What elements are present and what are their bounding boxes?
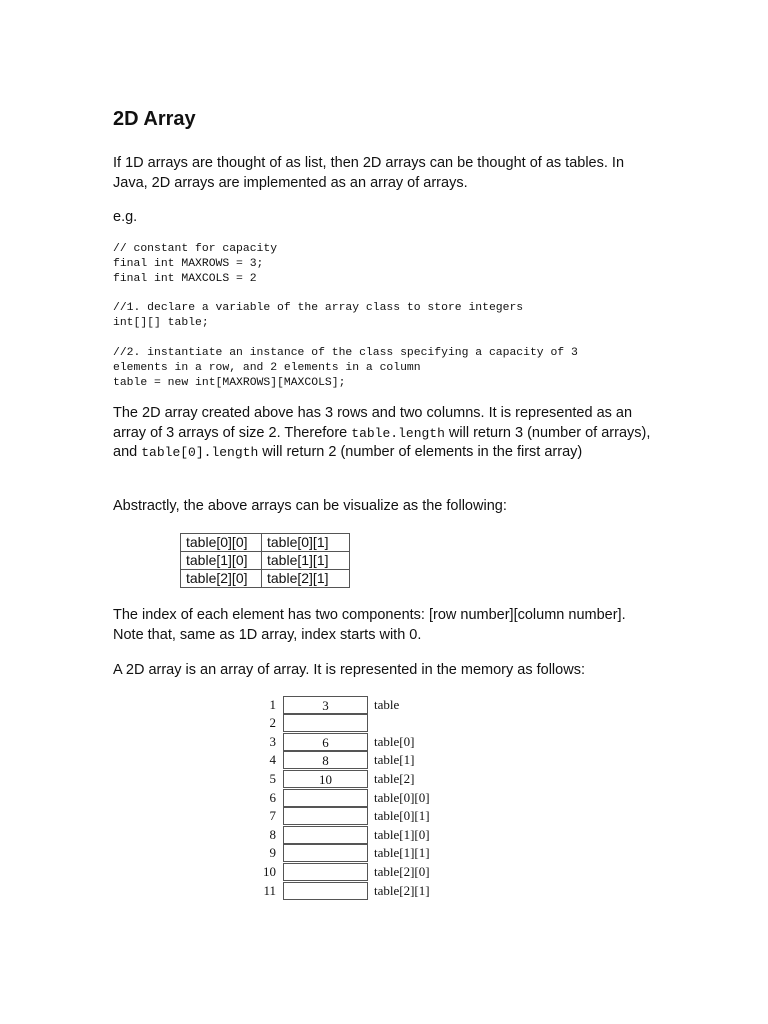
memory-address: 5 xyxy=(269,771,276,786)
table-cell: table[0][1] xyxy=(262,534,350,552)
memory-cell xyxy=(283,826,368,844)
memory-label: table[2] xyxy=(374,771,415,786)
table-row xyxy=(181,570,350,588)
memory-address: 10 xyxy=(263,864,276,879)
memory-address: 8 xyxy=(269,827,276,842)
table-cell: table[0][0] xyxy=(181,534,262,552)
memory-label: table[1] xyxy=(374,752,415,767)
explanation-text-2: will return 3 (number of arrays), and xyxy=(113,424,651,460)
table-cell: table[2][0] xyxy=(181,570,262,588)
memory-intro: A 2D array is an array of array. It is represented in the memory as follows: xyxy=(113,662,585,678)
memory-cell xyxy=(283,844,368,862)
memory-label: table[0][1] xyxy=(374,808,430,823)
memory-address: 6 xyxy=(269,790,276,805)
memory-cell: 6 xyxy=(283,733,368,751)
memory-label: table[0][0] xyxy=(374,790,430,805)
memory-cell: 3 xyxy=(283,696,368,714)
memory-label: table[1][0] xyxy=(374,827,430,842)
memory-label: table[2][0] xyxy=(374,864,430,879)
memory-label: table[0] xyxy=(374,734,415,749)
code-table-row-length: table[0].length xyxy=(141,445,259,460)
abstract-intro: Abstractly, the above arrays can be visualize as the following: xyxy=(113,498,507,514)
memory-cell: 10 xyxy=(283,770,368,788)
page-title: 2D Array xyxy=(113,108,196,130)
code-table-length: table.length xyxy=(351,425,445,441)
memory-label: table[1][1] xyxy=(374,845,430,860)
table-cell: table[1][0] xyxy=(181,552,262,570)
code-block-constants: // constant for capacity final int MAXROWS = 3; final int MAXCOLS = 2 xyxy=(113,243,278,285)
memory-address: 9 xyxy=(269,845,276,860)
memory-label: table[2][1] xyxy=(374,883,430,898)
abstract-table xyxy=(180,533,350,588)
memory-cell: 8 xyxy=(283,751,368,769)
table-row xyxy=(181,552,350,570)
memory-address: 4 xyxy=(269,752,276,767)
memory-cell xyxy=(283,882,368,900)
memory-address: 3 xyxy=(269,734,276,749)
code-block-declare: //1. declare a variable of the array class to store integers int[][] table; xyxy=(113,302,524,329)
explanation-paragraph xyxy=(113,404,658,463)
table-cell: table[1][1] xyxy=(262,552,350,570)
memory-cell xyxy=(283,807,368,825)
table-row xyxy=(181,534,350,552)
memory-address: 1 xyxy=(269,697,276,712)
memory-label: table xyxy=(374,697,400,712)
memory-address: 11 xyxy=(263,883,276,898)
memory-address: 2 xyxy=(269,715,276,730)
index-note: The index of each element has two components: [row number][column number]. Note that, same as 1D array, index starts with 0. xyxy=(113,607,626,643)
explanation-text-1: The 2D array created above has 3 rows and two columns. It is represented as an array of 3 arrays of size 2. Therefore xyxy=(113,405,633,441)
memory-address: 7 xyxy=(269,808,276,823)
code-block-instantiate: //2. instantiate an instance of the class specifying a capacity of 3 elements in a row, and 2 elements in a column table = new int[MAXROWS][MAXCOLS]; xyxy=(113,347,578,389)
eg-label: e.g. xyxy=(113,209,138,225)
table-cell: table[2][1] xyxy=(262,570,350,588)
memory-cell xyxy=(283,789,368,807)
explanation-text-3: will return 2 (number of elements in the first array) xyxy=(258,444,583,460)
memory-cell xyxy=(283,714,368,732)
intro-paragraph: If 1D arrays are thought of as list, then 2D arrays can be thought of as tables. In Java, 2D arrays are implemented as an array of arrays. xyxy=(113,155,625,191)
memory-cell xyxy=(283,863,368,881)
